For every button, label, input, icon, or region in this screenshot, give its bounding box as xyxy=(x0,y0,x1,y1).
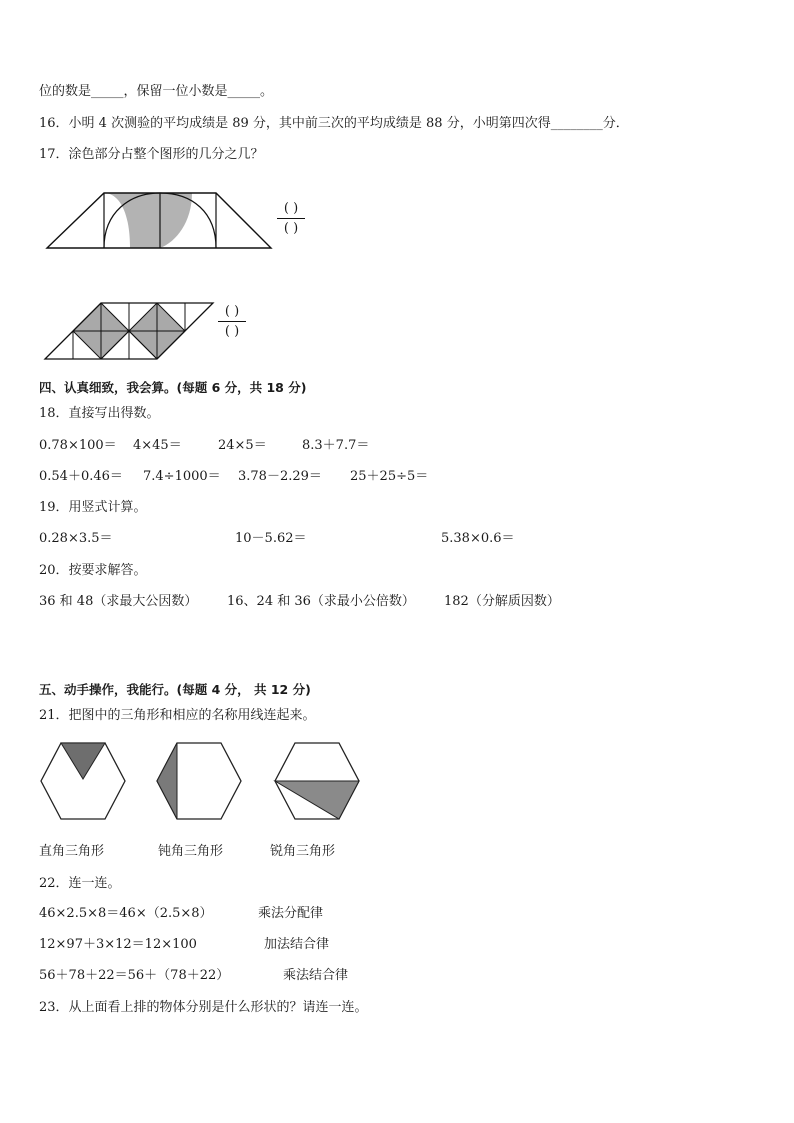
calc-item: 3.78－2.29＝ xyxy=(238,469,322,484)
question-18: 18．直接写出得数。 xyxy=(39,406,160,421)
law-name: 乘法结合律 xyxy=(283,968,349,983)
vertical-calc-item: 5.38×0.6＝ xyxy=(441,531,515,546)
equation-item: 12×97＋3×12＝12×100 xyxy=(39,937,197,952)
factor-item: 36 和 48（求最大公因数） xyxy=(39,594,198,609)
hexagon-acute-triangle xyxy=(272,741,362,821)
factor-item: 182（分解质因数） xyxy=(444,594,560,609)
q15-tail: 位的数是_____，保留一位小数是_____。 xyxy=(39,84,274,99)
calc-item: 4×45＝ xyxy=(133,438,182,453)
question-23: 23．从上面看上排的物体分别是什么形状的？请连一连。 xyxy=(39,1000,368,1015)
parallelogram-figure xyxy=(42,300,217,362)
vertical-calc-item: 10－5.62＝ xyxy=(235,531,307,546)
calc-item: 8.3＋7.7＝ xyxy=(302,438,370,453)
calc-item: 0.54＋0.46＝ xyxy=(39,469,123,484)
calc-item: 0.78×100＝ xyxy=(39,438,117,453)
question-17: 17．涂色部分占整个图形的几分之几？ xyxy=(39,147,264,162)
trapezoid-figure xyxy=(44,190,274,252)
equation-item: 46×2.5×8＝46×（2.5×8） xyxy=(39,906,213,921)
law-name: 加法结合律 xyxy=(264,937,330,952)
triangle-name-label: 直角三角形 xyxy=(39,844,105,859)
question-20: 20．按要求解答。 xyxy=(39,563,147,578)
triangle-name-label: 钝角三角形 xyxy=(158,844,224,859)
hexagon-obtuse-triangle xyxy=(154,741,244,821)
section-4-heading: 四、认真细致，我会算。(每题 6 分，共 18 分) xyxy=(39,380,307,395)
law-name: 乘法分配律 xyxy=(258,906,324,921)
equation-item: 56＋78＋22＝56＋（78＋22） xyxy=(39,968,230,983)
section-5-heading: 五、动手操作，我能行。(每题 4 分， 共 12 分) xyxy=(39,682,311,697)
question-22: 22．连一连。 xyxy=(39,876,121,891)
calc-item: 7.4÷1000＝ xyxy=(143,469,221,484)
question-19: 19．用竖式计算。 xyxy=(39,500,147,515)
vertical-calc-item: 0.28×3.5＝ xyxy=(39,531,113,546)
triangle-name-label: 锐角三角形 xyxy=(270,844,336,859)
question-21: 21．把图中的三角形和相应的名称用线连起来。 xyxy=(39,708,316,723)
fraction-answer-1[interactable]: ( ) ( ) xyxy=(277,201,305,236)
question-16: 16．小明 4 次测验的平均成绩是 89 分，其中前三次的平均成绩是 88 分，小明第四次得________分． xyxy=(39,116,629,131)
hexagon-right-triangle xyxy=(38,741,128,821)
factor-item: 16、24 和 36（求最小公倍数） xyxy=(227,594,415,609)
calc-item: 24×5＝ xyxy=(218,438,267,453)
calc-item: 25＋25÷5＝ xyxy=(350,469,429,484)
fraction-answer-2[interactable]: ( ) ( ) xyxy=(218,304,246,339)
